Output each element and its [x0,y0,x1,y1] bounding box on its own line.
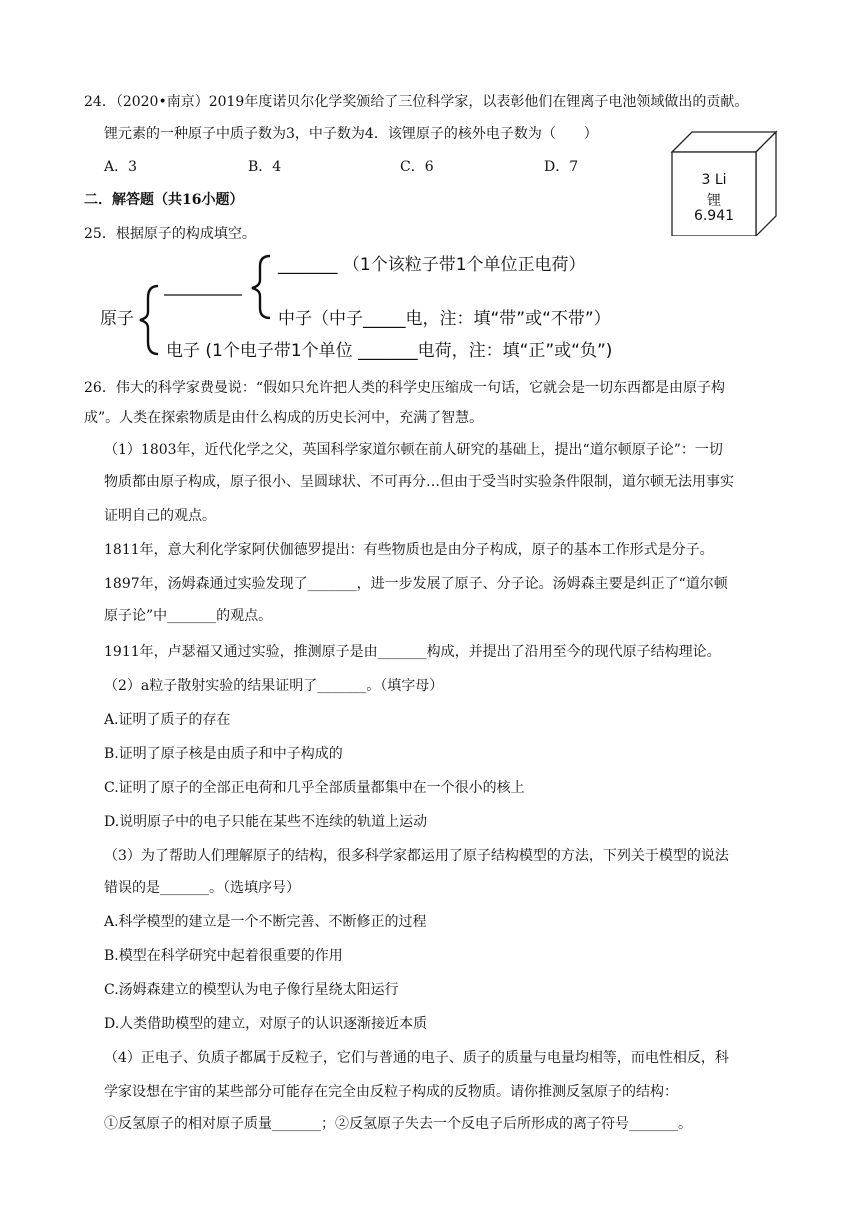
q26-part4-line3: ①反氢原子的相对原子质量_______；②反氢原子失去一个反电子后所形成的离子符号_______。 [104,1116,692,1132]
q26-part3-option-c: C.汤姆森建立的模型认为电子像行星绕太阳运行 [104,982,399,998]
neutron-row: 中子（中子_____电，注：填“带”或“不带”） [278,309,611,329]
q26-part4-line2: 学家设想在宇宙的某些部分可能存在完全由反粒子构成的反物质。请你推测反氢原子的结构： [104,1084,678,1100]
q24-option-d: D．7 [544,159,579,175]
q24-option-c: C．6 [400,159,434,175]
element-mass: 6.941 [693,208,735,224]
q26-part2-option-a: A.证明了质子的存在 [104,712,231,728]
q26-part3-option-d: D.人类借助模型的建立，对原子的认识逐渐接近本质 [104,1016,428,1032]
q26-part3-line2: 错误的是_______。（选填序号） [104,880,300,896]
q26-stem-line2: 成”。人类在探索物质是由什么构成的历史长河中，充满了智慧。 [84,410,484,426]
element-number-symbol: 3 Li [701,172,727,188]
atom-structure-diagram [100,250,700,370]
q26-part1-line4: 1811年，意大利化学家阿伏伽德罗提出：有些物质也是由分子构成，原子的基本工作形式是分子。 [104,542,714,558]
q26-stem-line1: 26．伟大的科学家费曼说：“假如只允许把人类的科学史压缩成一句话，它就会是一切东西都是由原子构 [84,380,725,396]
q26-part3-line1: （3）为了帮助人们理解原子的结构，很多科学家都运用了原子结构模型的方法，下列关于模型的说法 [104,848,729,864]
q26-part3-option-b: B.模型在科学研究中起着很重要的作用 [104,948,343,964]
element-name: 锂 [707,193,721,209]
section-title: 二．解答题（共16小题） [84,192,244,208]
q26-part1-line2: 物质都由原子构成，原子很小、呈圆球状、不可再分…但由于受当时实验条件限制，道尔顿无法用事实 [104,474,734,490]
q24-option-b: B．4 [248,159,282,175]
q26-part1-line7: 1911年，卢瑟福又通过实验，推测原子是由_______构成，并提出了沿用至今的现代原子结构理论。 [104,644,721,660]
q26-part2-stem: （2）a粒子散射实验的结果证明了_______。（填字母） [104,678,444,694]
q26-part1-line3: 证明自己的观点。 [104,508,216,524]
q24-stem-line2: 锂元素的一种原子中质子数为3，中子数为4．该锂原子的核外电子数为（ ） [104,126,598,142]
q24-option-a: A．3 [104,159,138,175]
q26-part4-line1: （4）正电子、负质子都属于反粒子，它们与普通的电子、质子的质量与电量均相等，而电性相反，科 [104,1050,729,1066]
q26-part2-option-d: D.说明原子中的电子只能在某些不连续的轨道上运动 [104,814,428,830]
lithium-element-card [668,128,780,236]
q26-part3-option-a: A.科学模型的建立是一个不断完善、不断修正的过程 [104,914,427,930]
q26-part2-option-c: C.证明了原子的全部正电荷和几乎全部质量都集中在一个很小的核上 [104,780,525,796]
q26-part1-line5: 1897年，汤姆森通过实验发现了_______，进一步发展了原子、分子论。汤姆森主要是纠正了“道尔顿 [104,576,728,592]
atom-label: 原子 [100,309,134,329]
q25-stem: 25．根据原子的构成填空。 [84,226,256,242]
q26-part2-option-b: B.证明了原子核是由质子和中子构成的 [104,746,343,762]
q24-stem-line1: 24．（2020•南京）2019年度诺贝尔化学奖颁给了三位科学家，以表彰他们在锂离子电池领域做出的贡献。 [84,94,749,110]
q26-part1-line6: 原子论”中_______的观点。 [104,608,273,624]
electron-row: 电子 (1个电子带1个单位 _______电荷，注：填“正”或“负”) [166,341,613,361]
q26-part1-line1: （1）1803年，近代化学之父，英国科学家道尔顿在前人研究的基础上，提出“道尔顿原子论”：一切 [104,442,723,458]
proton-row: _______ （1个该粒子带1个单位正电荷） [278,255,586,275]
